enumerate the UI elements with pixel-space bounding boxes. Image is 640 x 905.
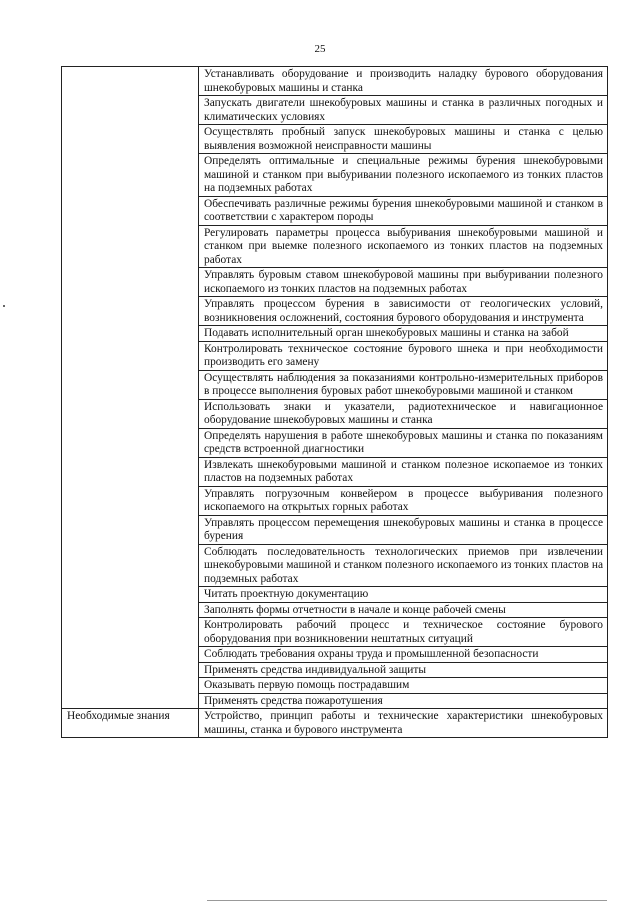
- skill-cell: Регулировать параметры процесса выбуривания шнекобуровыми машиной и станком при выемке полезного ископаемого из тонких пластов на подземных работах: [199, 225, 608, 268]
- skill-cell: Соблюдать требования охраны труда и промышленной безопасности: [199, 647, 608, 663]
- margin-mark: [3, 305, 5, 307]
- skill-cell: Запускать двигатели шнекобуровых машины и станка в различных погодных и климатических условиях: [199, 96, 608, 125]
- skill-cell: Подавать исполнительный орган шнекобуровых машины и станка на забой: [199, 326, 608, 342]
- skill-cell: Контролировать техническое состояние бурового шнека и при необходимости производить его замену: [199, 341, 608, 370]
- knowledge-label-cell: [62, 709, 199, 738]
- skill-cell: Управлять процессом перемещения шнекобуровых машины и станка в процессе бурения: [199, 515, 608, 544]
- skill-cell: Обеспечивать различные режимы бурения шнекобуровыми машиной и станком в соответствии с характером породы: [199, 196, 608, 225]
- knowledge-row: [62, 709, 608, 738]
- skill-cell: Оказывать первую помощь пострадавшим: [199, 678, 608, 694]
- skill-cell: Управлять буровым ставом шнекобуровой машины при выбуривании полезного ископаемого из тонких пластов на подземных работах: [199, 268, 608, 297]
- skills-label-cell: [62, 67, 199, 709]
- skill-cell: Извлекать шнекобуровыми машиной и станком полезное ископаемое из тонких пластов на подземных работах: [199, 457, 608, 486]
- skill-cell: Контролировать рабочий процесс и техническое состояние бурового оборудования при возникновении нештатных ситуаций: [199, 618, 608, 647]
- skill-cell: Управлять процессом бурения в зависимости от геологических условий, возникновения осложнений, состояния бурового оборудования и инструмента: [199, 297, 608, 326]
- skill-cell: Управлять погрузочным конвейером в процессе выбуривания полезного ископаемого на открытых горных работах: [199, 486, 608, 515]
- knowledge-cell: Устройство, принцип работы и технические характеристики шнекобуровых машины, станка и бурового инструмента: [199, 709, 608, 738]
- skill-row: [62, 67, 608, 96]
- bottom-rule: [207, 900, 607, 901]
- skill-cell: Применять средства пожаротушения: [199, 693, 608, 709]
- requirements-table: [61, 66, 608, 738]
- skill-cell: Применять средства индивидуальной защиты: [199, 662, 608, 678]
- page-number: 25: [314, 43, 326, 55]
- skill-cell: Осуществлять наблюдения за показаниями контрольно-измерительных приборов в процессе выполнения буровых работ шнекобуровыми машиной и станком: [199, 370, 608, 399]
- skill-cell: Соблюдать последовательность технологических приемов при извлечении шнекобуровыми машиной и станком полезного ископаемого из тонких пластов на подземных работах: [199, 544, 608, 587]
- skill-cell: Определять нарушения в работе шнекобуровых машины и станка по показаниям средств встроенной диагностики: [199, 428, 608, 457]
- skill-cell: Устанавливать оборудование и производить наладку бурового оборудования шнекобуровых машины и станка: [199, 67, 608, 96]
- skill-cell: Заполнять формы отчетности в начале и конце рабочей смены: [199, 602, 608, 618]
- skill-cell: Использовать знаки и указатели, радиотехническое и навигационное оборудование шнекобуровых машины и станка: [199, 399, 608, 428]
- knowledge-label: Необходимые знания: [67, 710, 170, 722]
- skill-cell: Осуществлять пробный запуск шнекобуровых машины и станка с целью выявления возможной неисправности машины: [199, 125, 608, 154]
- skill-cell: Читать проектную документацию: [199, 587, 608, 603]
- requirements-table-body: [62, 67, 608, 738]
- skill-cell: Определять оптимальные и специальные режимы бурения шнекобуровыми машиной и станком при выбуривании полезного ископаемого из тонких пластов на подземных работах: [199, 154, 608, 197]
